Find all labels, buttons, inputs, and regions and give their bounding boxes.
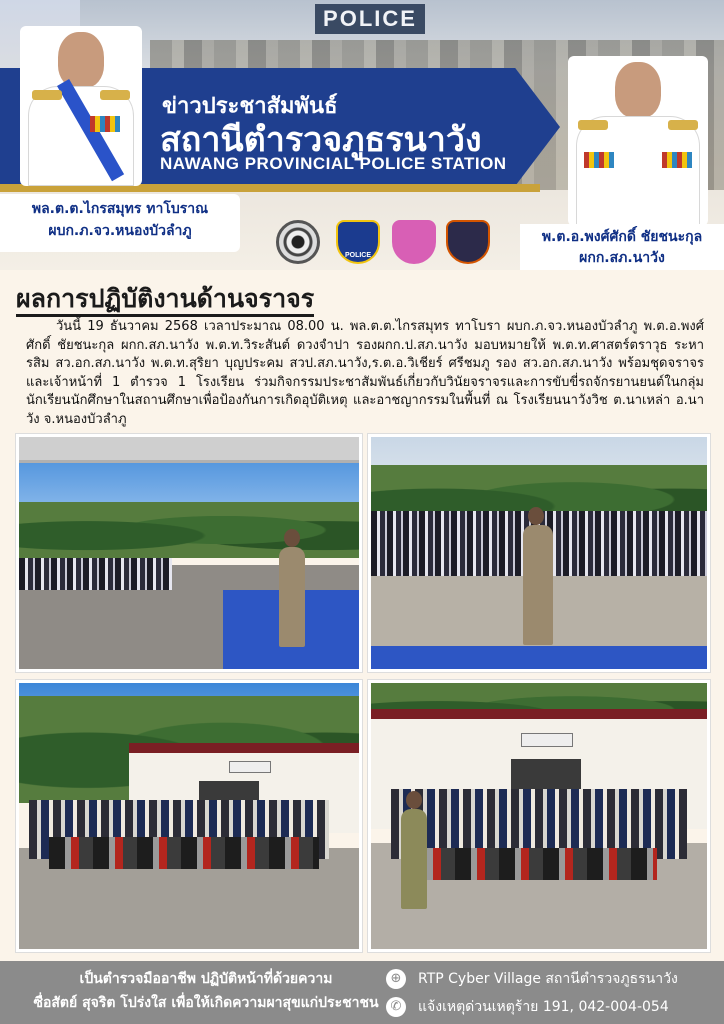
police-building-sign: POLICE bbox=[315, 4, 425, 34]
header-banner bbox=[0, 0, 724, 270]
footer-motto bbox=[26, 967, 386, 1015]
article-body: วันนี้ 19 ธันวาคม 2568 เวลาประมาณ 08.00 น. พล.ต.ต.ไกรสมุทร ทาโบรา ผบก.ภ.จว.หนองบัวลำภู พ.ต.อ.พงศ์ศักดิ์ ชัยชนะกุล ผกก.สภ.นาวัง พ.ต.ท.วิระสันต์ ดวงจำปา รองผกก.ป.สภ.นาวัง มอบหมายให้ พ.ต.ท.ศาสตร์ตราวุธ ระหารสิม สว.อก.สภ.นาวัง พ.ต.ท.สุริยา บุญประคม สวป.สภ.นาวัง,ร.ต.อ.วิเชียร์ ศรีชมภู รอง สว.อก.สภ.นาวัง พร้อมชุดจราจรและเจ้าหน้าที่ 1 ตำรวจ 1 โรงเรียน ร่วมกิจกรรมประชาสัมพันธ์เกี่ยวกับวินัยจราจรและการขับขี่รถจักรยานยนต์ในกลุ่มนักเรียนนักศึกษาในสถานศึกษาเพื่อป้องกันการเกิดอุบัติเหตุ และอาชญากรรมในพื้นที่ ณ โรงเรียนนาวังวิช ต.นาเหล่า อ.นาวัง จ.หนองบัวลำภู bbox=[26, 319, 704, 427]
left-official-caption bbox=[0, 194, 240, 252]
globe-icon: ⊕ bbox=[386, 969, 406, 989]
station-name-english: NAWANG PROVINCIAL POLICE STATION bbox=[160, 154, 507, 173]
photo-grid bbox=[16, 434, 710, 952]
article-title: ผลการปฏิบัติงานด้านจราจร bbox=[16, 284, 314, 317]
footer-phone-label: แจ้งเหตุด่วนเหตุร้าย 191, 042-004-054 bbox=[418, 999, 669, 1015]
footer-website-label: RTP Cyber Village สถานีตำรวจภูธรนาวัง bbox=[418, 971, 678, 987]
footer-motto-line2: ซื่อสัตย์ สุจริต โปร่งใส เพื่อให้เกิดความผาสุขแก่ประชาชน bbox=[33, 995, 379, 1011]
police-badge-logo: POLICE bbox=[336, 220, 380, 264]
pink-badge-logo bbox=[392, 220, 436, 264]
traffic-officer bbox=[279, 547, 305, 647]
photo-officer-facing-students bbox=[368, 434, 710, 672]
right-official-portrait bbox=[568, 56, 708, 226]
footer-contacts bbox=[386, 965, 720, 1021]
agency-logos bbox=[276, 216, 496, 268]
traffic-officer bbox=[523, 525, 553, 645]
right-official-name: พ.ต.อ.พงศ์ศักดิ์ ชัยชนะกุล bbox=[541, 229, 703, 245]
phone-icon: ✆ bbox=[386, 997, 406, 1017]
footer-website[interactable] bbox=[386, 965, 720, 993]
photo-motorcycles-building-left bbox=[16, 680, 362, 952]
left-official-name: พล.ต.ต.ไกรสมุทร ทาโบราณ bbox=[31, 201, 209, 217]
news-kicker: ข่าวประชาสัมพันธ์ bbox=[162, 94, 338, 119]
left-official-portrait bbox=[20, 26, 142, 186]
photo-officer-speaking-courtyard bbox=[16, 434, 362, 672]
right-official-position: ผกก.สภ.นาวัง bbox=[579, 250, 665, 266]
footer-motto-line1: เป็นตำรวจมืออาชีพ ปฏิบัติหน้าที่ด้วยความ bbox=[79, 971, 333, 987]
unit-badge-logo bbox=[446, 220, 490, 264]
footer-phone[interactable] bbox=[386, 993, 720, 1021]
footer-bar bbox=[0, 961, 724, 1024]
traffic-officer bbox=[401, 809, 427, 909]
emblem-logo bbox=[276, 220, 320, 264]
right-official-caption bbox=[520, 224, 724, 270]
left-official-position: ผบก.ภ.จว.หนองบัวลำภู bbox=[48, 223, 192, 239]
photo-motorcycles-building-right bbox=[368, 680, 710, 952]
station-name-thai: สถานีตำรวจภูธรนาวัง bbox=[160, 120, 482, 160]
